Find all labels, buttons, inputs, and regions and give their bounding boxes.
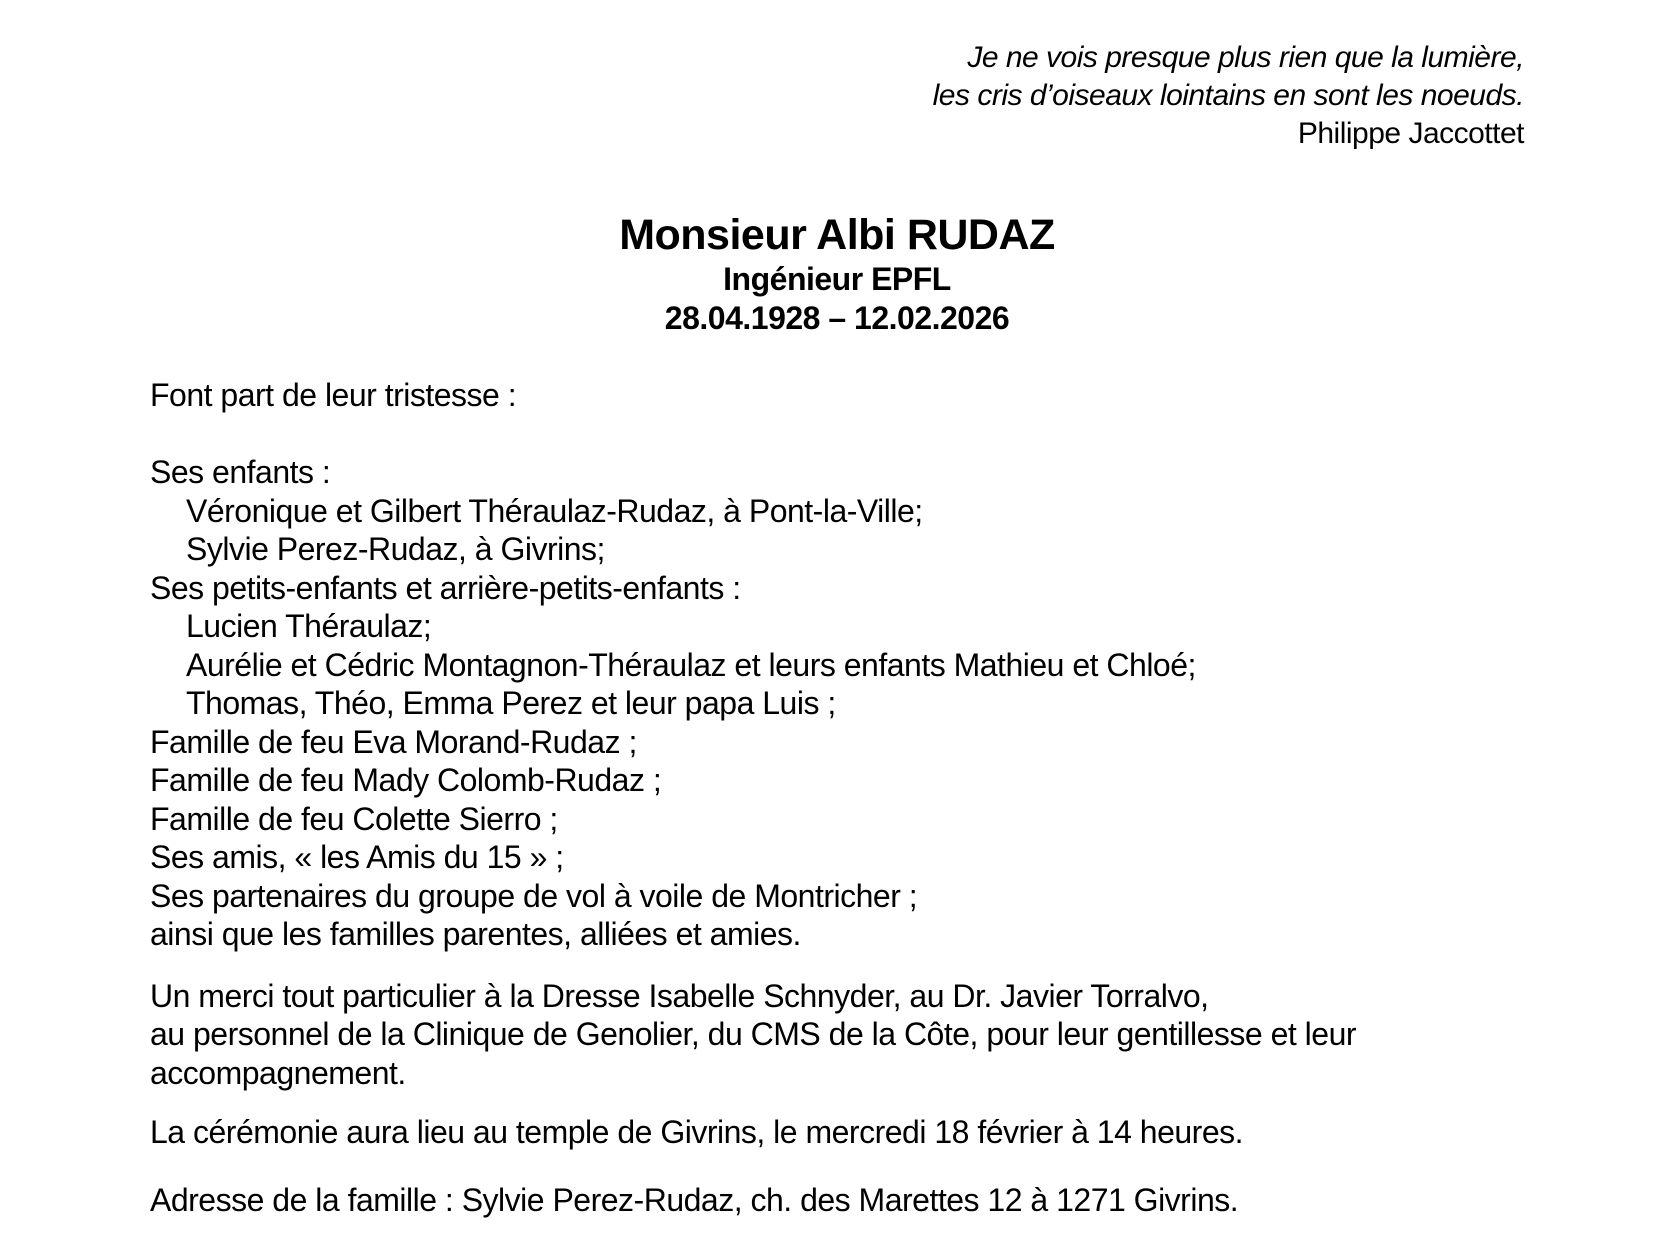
family-line: Famille de feu Colette Sierro ; xyxy=(150,800,558,837)
address-paragraph: Adresse de la famille : Sylvie Perez-Rudaz, ch. des Marettes 12 à 1271 Givrins. xyxy=(150,1181,1239,1218)
family-line: Ses petits-enfants et arrière-petits-enfants : xyxy=(150,569,741,606)
family-line: Famille de feu Mady Colomb-Rudaz ; xyxy=(150,762,662,798)
thanks-paragraph: Un merci tout particulier à la Dresse Isabelle Schnyder, au Dr. Javier Torralvo, au personnel de la Clinique de Genolier, du CMS de la Côte, pour leur gentillesse et leur accompagnement. xyxy=(150,977,1357,1091)
epigraph xyxy=(0,0,1524,153)
deceased-header xyxy=(150,210,1524,337)
ceremony-paragraph: La cérémonie aura lieu au temple de Givrins, le mercredi 18 février à 14 heures. xyxy=(150,1114,1244,1150)
deceased-title: Ingénieur EPFL xyxy=(723,261,951,297)
family-line: Famille de feu Eva Morand-Rudaz ; xyxy=(150,723,637,760)
epigraph-line-1: Je ne vois presque plus rien que la lumière, xyxy=(967,41,1524,74)
family-line: Sylvie Perez-Rudaz, à Givrins; xyxy=(186,531,605,567)
epigraph-line-2: les cris d’oiseaux lointains en sont les noeuds. xyxy=(932,79,1524,112)
family-line: Ses enfants : xyxy=(150,454,331,490)
family-line: Lucien Théraulaz; xyxy=(186,608,432,644)
deceased-dates: 28.04.1928 – 12.02.2026 xyxy=(664,299,1010,336)
family-list xyxy=(150,453,1654,954)
family-line: ainsi que les familles parentes, alliées et amies. xyxy=(150,916,801,952)
announcement-intro: Font part de leur tristesse : xyxy=(150,377,517,413)
deceased-name: Monsieur Albi RUDAZ xyxy=(619,211,1055,259)
family-line: Ses partenaires du groupe de vol à voile de Montricher ; xyxy=(150,877,918,914)
epigraph-attribution: Philippe Jaccottet xyxy=(1297,117,1524,150)
announcement-body xyxy=(150,376,1654,1219)
family-line: Ses amis, « les Amis du 15 » ; xyxy=(150,839,564,875)
family-line: Aurélie et Cédric Montagnon-Théraulaz et leurs enfants Mathieu et Chloé; xyxy=(186,646,1196,683)
family-line: Véronique et Gilbert Théraulaz-Rudaz, à Pont-la-Ville; xyxy=(186,492,923,529)
family-line: Thomas, Théo, Emma Perez et leur papa Luis ; xyxy=(186,685,836,721)
